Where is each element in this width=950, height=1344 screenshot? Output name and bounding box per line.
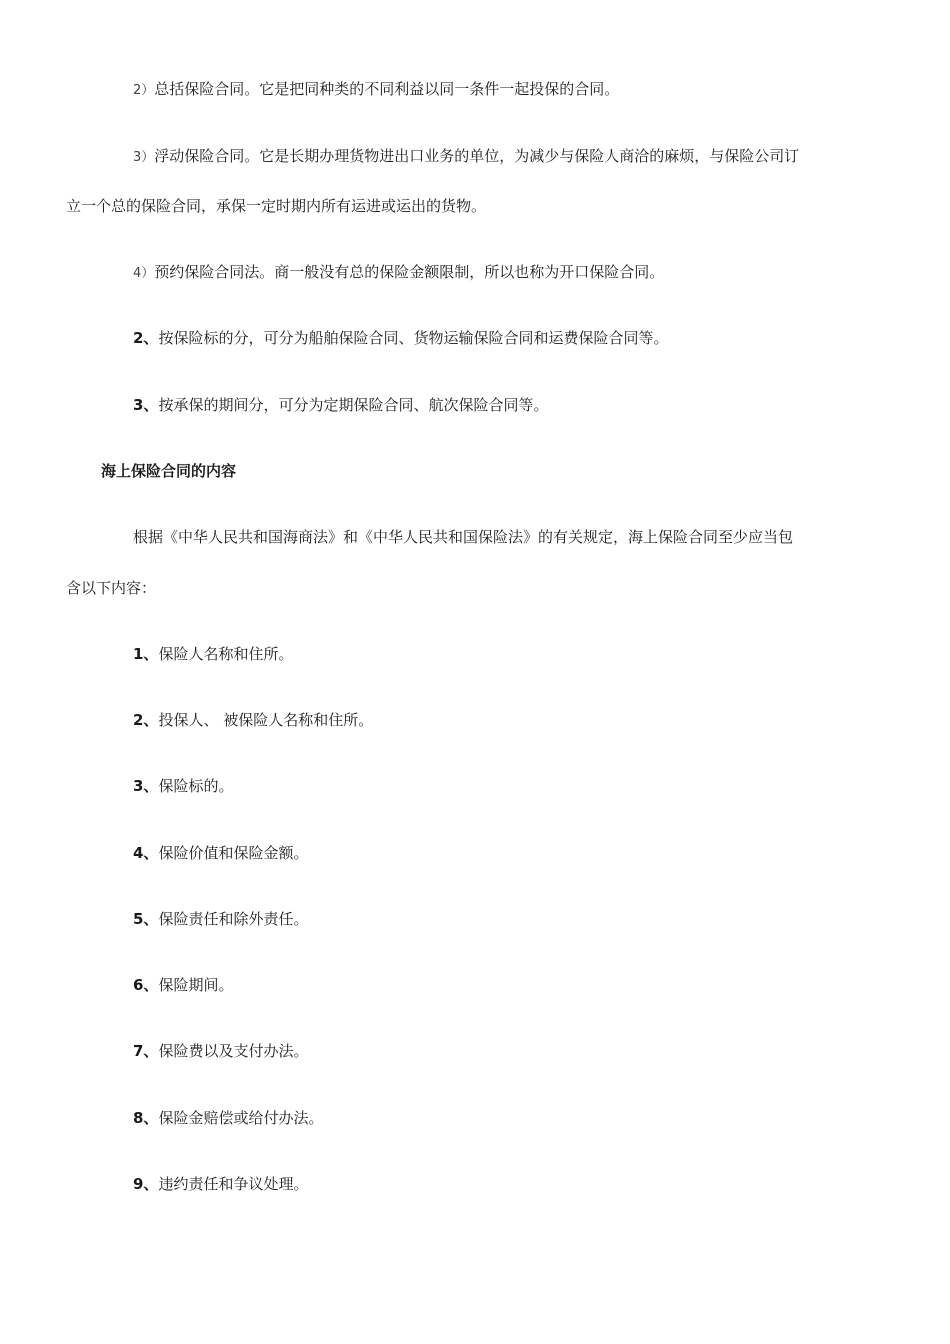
paragraph-text: 按承保的期间分，可分为定期保险合同、航次保险合同等。 bbox=[158, 396, 549, 414]
list-number: 1、 bbox=[133, 645, 159, 663]
list-item-text: 保险价值和保险金额。 bbox=[158, 844, 309, 862]
list-number: 6、 bbox=[133, 976, 159, 994]
paragraph-by-subject bbox=[133, 328, 668, 348]
list-item-text: 保险标的。 bbox=[158, 777, 234, 795]
paragraph-by-period bbox=[133, 395, 548, 415]
paragraph-text: 按保险标的分，可分为船舶保险合同、货物运输保险合同和运费保险合同等。 bbox=[158, 329, 669, 347]
paragraph-text: 总括保险合同。它是把同种类的不同利益以同一条件一起投保的合同。 bbox=[154, 80, 620, 98]
section-heading: 海上保险合同的内容 bbox=[101, 462, 237, 480]
paragraph-floating-policy bbox=[133, 146, 799, 168]
paragraph-text: 含以下内容： bbox=[66, 579, 157, 597]
paragraph-text: 根据《中华人民共和国海商法》和《中华人民共和国保险法》的有关规定，海上保险合同至少应当包 bbox=[133, 528, 794, 546]
list-item bbox=[133, 710, 373, 730]
list-number: 2、 bbox=[133, 329, 159, 347]
list-number: 4、 bbox=[133, 844, 159, 862]
list-item-text: 保险费以及支付办法。 bbox=[158, 1042, 309, 1060]
paragraph-text: 预约保险合同法。商一般没有总的保险金额限制，所以也称为开口保险合同。 bbox=[154, 263, 665, 281]
list-item bbox=[133, 1108, 323, 1128]
list-item bbox=[133, 843, 308, 863]
paragraph-text: 立一个总的保险合同，承保一定时期内所有运进或运出的货物。 bbox=[66, 197, 487, 215]
paragraph-blanket-policy bbox=[133, 79, 619, 101]
list-item bbox=[133, 776, 233, 796]
list-number: 2、 bbox=[133, 711, 159, 729]
list-number: 4） bbox=[133, 266, 155, 281]
list-item bbox=[133, 1041, 308, 1061]
list-number: 7、 bbox=[133, 1042, 159, 1060]
list-number: 9、 bbox=[133, 1175, 159, 1193]
list-number: 3、 bbox=[133, 777, 159, 795]
list-item-text: 保险责任和除外责任。 bbox=[158, 910, 309, 928]
list-item-text: 投保人、 被保险人名称和住所。 bbox=[158, 711, 374, 729]
list-number: 3、 bbox=[133, 396, 159, 414]
list-number: 8、 bbox=[133, 1109, 159, 1127]
section-intro-cont bbox=[66, 578, 156, 598]
list-item bbox=[133, 909, 308, 929]
list-item-text: 违约责任和争议处理。 bbox=[158, 1175, 309, 1193]
section-intro bbox=[133, 527, 793, 547]
list-item-text: 保险期间。 bbox=[158, 976, 234, 994]
list-item-text: 保险人名称和住所。 bbox=[158, 645, 294, 663]
paragraph-text: 浮动保险合同。它是长期办理货物进出口业务的单位，为减少与保险人商洽的麻烦，与保险公司订 bbox=[154, 147, 800, 165]
list-item-text: 保险金赔偿或给付办法。 bbox=[158, 1109, 324, 1127]
list-item bbox=[133, 1174, 308, 1194]
list-item bbox=[133, 975, 233, 995]
list-number: 2） bbox=[133, 83, 155, 98]
list-number: 5、 bbox=[133, 910, 159, 928]
paragraph-open-policy bbox=[133, 262, 664, 284]
paragraph-floating-policy-cont bbox=[66, 196, 486, 216]
list-item bbox=[133, 644, 293, 664]
list-number: 3） bbox=[133, 150, 155, 165]
